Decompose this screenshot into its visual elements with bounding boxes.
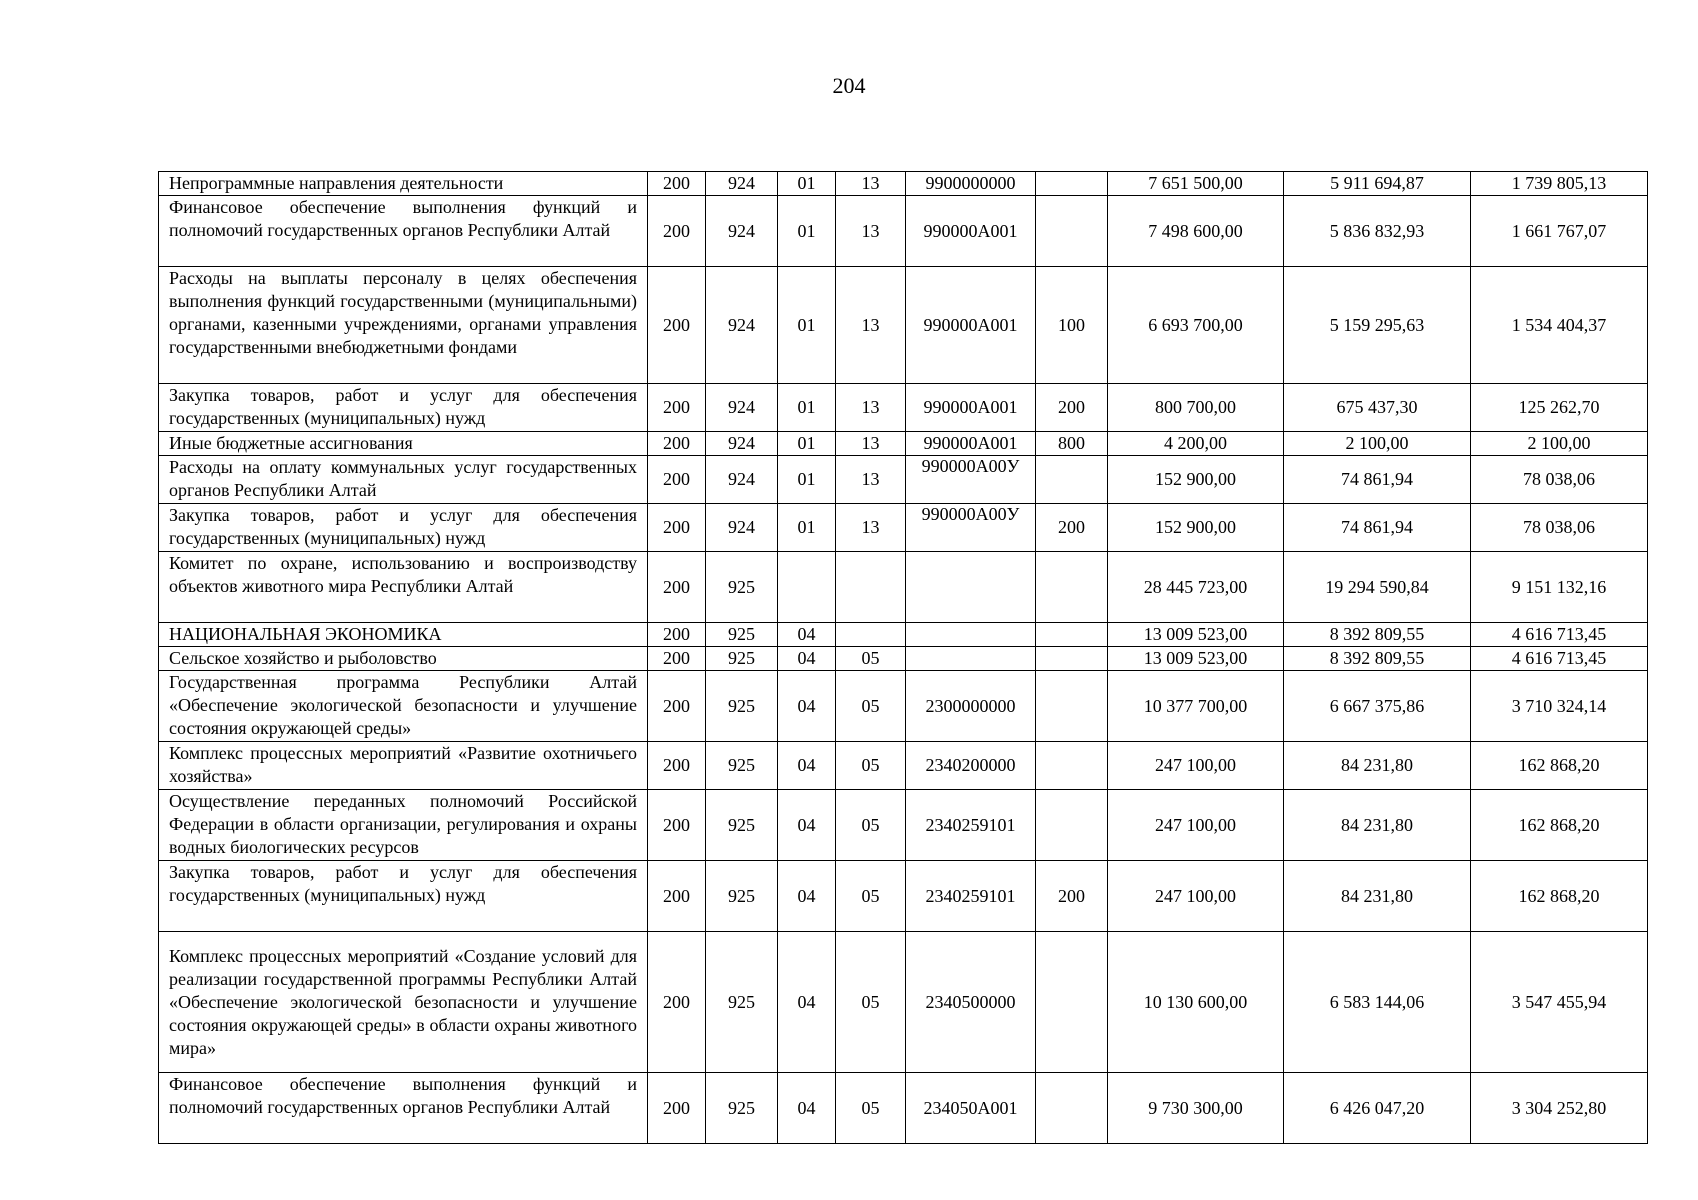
cell-v1: 7 651 500,00 xyxy=(1108,172,1284,196)
cell-c5: 2340500000 xyxy=(906,932,1036,1073)
table-row xyxy=(159,861,1648,932)
cell-c6: 200 xyxy=(1036,861,1108,932)
cell-c5 xyxy=(906,647,1036,671)
cell-c1: 200 xyxy=(648,742,706,790)
cell-v3: 125 262,70 xyxy=(1471,384,1648,432)
cell-c6 xyxy=(1036,742,1108,790)
cell-c3: 04 xyxy=(778,861,836,932)
cell-c6 xyxy=(1036,671,1108,742)
cell-v3: 162 868,20 xyxy=(1471,790,1648,861)
table-row xyxy=(159,1073,1648,1144)
cell-v2: 74 861,94 xyxy=(1284,456,1471,504)
cell-c1: 200 xyxy=(648,671,706,742)
cell-c5: 990000А001 xyxy=(906,267,1036,384)
cell-c2: 924 xyxy=(706,432,778,456)
cell-c2: 924 xyxy=(706,267,778,384)
cell-v3: 4 616 713,45 xyxy=(1471,647,1648,671)
cell-c2: 925 xyxy=(706,790,778,861)
cell-c4 xyxy=(836,623,906,647)
cell-c4: 05 xyxy=(836,1073,906,1144)
cell-c6 xyxy=(1036,932,1108,1073)
cell-v1: 10 377 700,00 xyxy=(1108,671,1284,742)
cell-c2: 925 xyxy=(706,552,778,623)
cell-v1: 247 100,00 xyxy=(1108,742,1284,790)
cell-c5: 2340200000 xyxy=(906,742,1036,790)
cell-c3 xyxy=(778,552,836,623)
cell-c3: 04 xyxy=(778,623,836,647)
cell-c3: 01 xyxy=(778,196,836,267)
cell-v3: 9 151 132,16 xyxy=(1471,552,1648,623)
cell-v1: 247 100,00 xyxy=(1108,861,1284,932)
cell-c3: 01 xyxy=(778,384,836,432)
cell-c6: 200 xyxy=(1036,384,1108,432)
cell-c5 xyxy=(906,623,1036,647)
cell-c2: 925 xyxy=(706,647,778,671)
cell-c2: 924 xyxy=(706,456,778,504)
cell-c5 xyxy=(906,552,1036,623)
cell-c2: 924 xyxy=(706,384,778,432)
row-name: Комплекс процессных мероприятий «Развитие охотничьего хозяйства» xyxy=(159,742,648,790)
table-row xyxy=(159,552,1648,623)
row-name: Комитет по охране, использованию и воспроизводству объектов животного мира Республики Алтай xyxy=(159,552,648,623)
cell-v1: 13 009 523,00 xyxy=(1108,623,1284,647)
table-row xyxy=(159,504,1648,552)
cell-c2: 925 xyxy=(706,623,778,647)
cell-c1: 200 xyxy=(648,623,706,647)
cell-v1: 7 498 600,00 xyxy=(1108,196,1284,267)
cell-c6 xyxy=(1036,172,1108,196)
table-row xyxy=(159,384,1648,432)
cell-c6 xyxy=(1036,790,1108,861)
cell-c3: 01 xyxy=(778,456,836,504)
cell-v2: 19 294 590,84 xyxy=(1284,552,1471,623)
cell-c4 xyxy=(836,552,906,623)
table-row xyxy=(159,742,1648,790)
cell-c4: 13 xyxy=(836,384,906,432)
cell-c6 xyxy=(1036,647,1108,671)
cell-v1: 6 693 700,00 xyxy=(1108,267,1284,384)
cell-c5: 990000А001 xyxy=(906,196,1036,267)
cell-c2: 924 xyxy=(706,172,778,196)
cell-c6 xyxy=(1036,623,1108,647)
cell-c1: 200 xyxy=(648,196,706,267)
cell-v1: 4 200,00 xyxy=(1108,432,1284,456)
row-name: Государственная программа Республики Алтай «Обеспечение экологической безопасности и улучшение состояния окружающей среды» xyxy=(159,671,648,742)
cell-c3: 04 xyxy=(778,790,836,861)
cell-v3: 3 710 324,14 xyxy=(1471,671,1648,742)
cell-v2: 675 437,30 xyxy=(1284,384,1471,432)
table-row xyxy=(159,932,1648,1073)
cell-v3: 78 038,06 xyxy=(1471,456,1648,504)
cell-c5: 2300000000 xyxy=(906,671,1036,742)
cell-c6 xyxy=(1036,1073,1108,1144)
cell-c5: 2340259101 xyxy=(906,790,1036,861)
cell-c3: 04 xyxy=(778,1073,836,1144)
table-row xyxy=(159,790,1648,861)
cell-c3: 01 xyxy=(778,432,836,456)
cell-v3: 3 304 252,80 xyxy=(1471,1073,1648,1144)
table-row xyxy=(159,671,1648,742)
cell-c1: 200 xyxy=(648,552,706,623)
cell-c4: 13 xyxy=(836,172,906,196)
cell-v3: 162 868,20 xyxy=(1471,742,1648,790)
row-name: Расходы на оплату коммунальных услуг государственных органов Республики Алтай xyxy=(159,456,648,504)
row-name: Непрограммные направления деятельности xyxy=(159,172,648,196)
cell-c4: 05 xyxy=(836,671,906,742)
row-name: НАЦИОНАЛЬНАЯ ЭКОНОМИКА xyxy=(159,623,648,647)
cell-c4: 13 xyxy=(836,504,906,552)
table-row xyxy=(159,432,1648,456)
cell-c2: 925 xyxy=(706,671,778,742)
cell-c6 xyxy=(1036,456,1108,504)
cell-v1: 28 445 723,00 xyxy=(1108,552,1284,623)
cell-c4: 05 xyxy=(836,647,906,671)
cell-c3: 04 xyxy=(778,932,836,1073)
row-name: Комплекс процессных мероприятий «Создание условий для реализации государственной программы Республики Алтай «Обеспечение экологической безопасности и улучшение состояния окружающей среды» в области охраны животного мира» xyxy=(159,932,648,1073)
cell-v2: 5 159 295,63 xyxy=(1284,267,1471,384)
cell-v1: 152 900,00 xyxy=(1108,456,1284,504)
cell-c1: 200 xyxy=(648,1073,706,1144)
row-name: Сельское хозяйство и рыболовство xyxy=(159,647,648,671)
cell-v3: 1 739 805,13 xyxy=(1471,172,1648,196)
cell-c3: 01 xyxy=(778,504,836,552)
cell-c2: 925 xyxy=(706,742,778,790)
cell-v2: 84 231,80 xyxy=(1284,861,1471,932)
cell-c4: 05 xyxy=(836,932,906,1073)
cell-c6: 100 xyxy=(1036,267,1108,384)
cell-v2: 8 392 809,55 xyxy=(1284,623,1471,647)
cell-v3: 4 616 713,45 xyxy=(1471,623,1648,647)
cell-c2: 925 xyxy=(706,861,778,932)
cell-c3: 01 xyxy=(778,267,836,384)
cell-v2: 74 861,94 xyxy=(1284,504,1471,552)
cell-c5: 990000А00У xyxy=(906,504,1036,552)
cell-c1: 200 xyxy=(648,932,706,1073)
cell-c4: 13 xyxy=(836,267,906,384)
row-name: Финансовое обеспечение выполнения функций и полномочий государственных органов Республики Алтай xyxy=(159,1073,648,1144)
table-row xyxy=(159,623,1648,647)
cell-c6 xyxy=(1036,552,1108,623)
cell-v1: 10 130 600,00 xyxy=(1108,932,1284,1073)
cell-c3: 04 xyxy=(778,671,836,742)
cell-v2: 6 426 047,20 xyxy=(1284,1073,1471,1144)
cell-v2: 6 583 144,06 xyxy=(1284,932,1471,1073)
cell-v1: 800 700,00 xyxy=(1108,384,1284,432)
cell-c4: 13 xyxy=(836,456,906,504)
cell-v2: 6 667 375,86 xyxy=(1284,671,1471,742)
cell-c5: 990000А001 xyxy=(906,384,1036,432)
cell-c1: 200 xyxy=(648,267,706,384)
cell-c2: 924 xyxy=(706,504,778,552)
cell-c1: 200 xyxy=(648,504,706,552)
cell-v2: 84 231,80 xyxy=(1284,742,1471,790)
cell-c3: 04 xyxy=(778,647,836,671)
cell-v2: 8 392 809,55 xyxy=(1284,647,1471,671)
table-row xyxy=(159,456,1648,504)
row-name: Осуществление переданных полномочий Российской Федерации в области организации, регулирования и охраны водных биологических ресурсов xyxy=(159,790,648,861)
cell-c6 xyxy=(1036,196,1108,267)
row-name: Закупка товаров, работ и услуг для обеспечения государственных (муниципальных) нужд xyxy=(159,861,648,932)
cell-v2: 5 911 694,87 xyxy=(1284,172,1471,196)
page-number: 204 xyxy=(832,73,866,98)
cell-v2: 5 836 832,93 xyxy=(1284,196,1471,267)
cell-c2: 925 xyxy=(706,1073,778,1144)
cell-c5: 2340259101 xyxy=(906,861,1036,932)
cell-c1: 200 xyxy=(648,172,706,196)
cell-c1: 200 xyxy=(648,790,706,861)
table-row xyxy=(159,647,1648,671)
table-row xyxy=(159,172,1648,196)
cell-v3: 78 038,06 xyxy=(1471,504,1648,552)
cell-c5: 990000А001 xyxy=(906,432,1036,456)
budget-table xyxy=(158,171,1648,1144)
cell-c1: 200 xyxy=(648,384,706,432)
cell-v3: 1 534 404,37 xyxy=(1471,267,1648,384)
cell-c1: 200 xyxy=(648,456,706,504)
table-row xyxy=(159,267,1648,384)
cell-c3: 01 xyxy=(778,172,836,196)
cell-c6: 800 xyxy=(1036,432,1108,456)
cell-c6: 200 xyxy=(1036,504,1108,552)
cell-c3: 04 xyxy=(778,742,836,790)
cell-c4: 05 xyxy=(836,742,906,790)
table-row xyxy=(159,196,1648,267)
cell-c2: 925 xyxy=(706,932,778,1073)
cell-c4: 13 xyxy=(836,196,906,267)
row-name: Закупка товаров, работ и услуг для обеспечения государственных (муниципальных) нужд xyxy=(159,384,648,432)
cell-v2: 2 100,00 xyxy=(1284,432,1471,456)
cell-c1: 200 xyxy=(648,861,706,932)
cell-v3: 2 100,00 xyxy=(1471,432,1648,456)
cell-c4: 13 xyxy=(836,432,906,456)
cell-c5: 9900000000 xyxy=(906,172,1036,196)
row-name: Расходы на выплаты персоналу в целях обеспечения выполнения функций государственными (муниципальными) органами, казенными учреждениями, органами управления государственными внебюджетными фондами xyxy=(159,267,648,384)
cell-c5: 234050А001 xyxy=(906,1073,1036,1144)
cell-v1: 247 100,00 xyxy=(1108,790,1284,861)
cell-c4: 05 xyxy=(836,790,906,861)
cell-v3: 162 868,20 xyxy=(1471,861,1648,932)
cell-c4: 05 xyxy=(836,861,906,932)
cell-c5: 990000А00У xyxy=(906,456,1036,504)
row-name: Иные бюджетные ассигнования xyxy=(159,432,648,456)
row-name: Финансовое обеспечение выполнения функций и полномочий государственных органов Республики Алтай xyxy=(159,196,648,267)
cell-c2: 924 xyxy=(706,196,778,267)
cell-v2: 84 231,80 xyxy=(1284,790,1471,861)
cell-c1: 200 xyxy=(648,432,706,456)
cell-v3: 3 547 455,94 xyxy=(1471,932,1648,1073)
cell-v1: 152 900,00 xyxy=(1108,504,1284,552)
cell-v1: 9 730 300,00 xyxy=(1108,1073,1284,1144)
row-name: Закупка товаров, работ и услуг для обеспечения государственных (муниципальных) нужд xyxy=(159,504,648,552)
cell-c1: 200 xyxy=(648,647,706,671)
cell-v1: 13 009 523,00 xyxy=(1108,647,1284,671)
cell-v3: 1 661 767,07 xyxy=(1471,196,1648,267)
